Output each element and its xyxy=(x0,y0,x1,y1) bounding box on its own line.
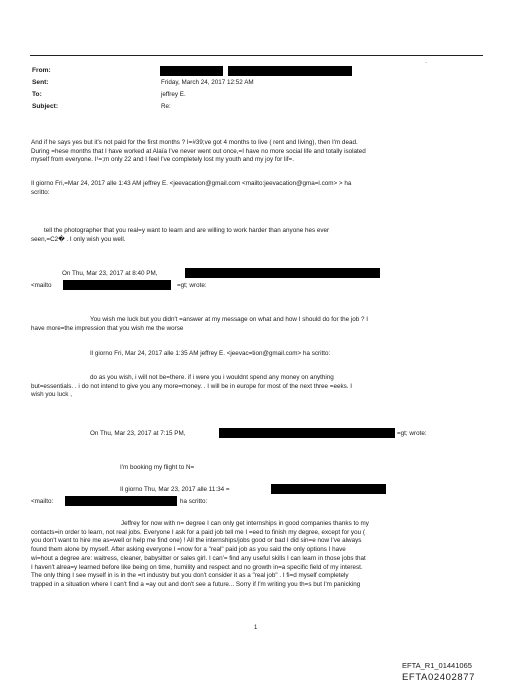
body-line: tell the photographer that you real=y want to learn and are willing to work harder than anyone hes ever xyxy=(44,227,330,234)
quote-on-line-2: On Thu, Mar 23, 2017 at 7:15 PM, xyxy=(90,430,186,437)
quote-mailto-1: <mailto xyxy=(31,282,52,289)
reply-header-2: Il giorno Fri, Mar 24, 2017 alle 1:35 AM jeffrey E. <jeevac=tion@gmail.com> ha scritto: xyxy=(90,350,331,357)
quoted-message-3 xyxy=(31,374,352,400)
quoted-message-2 xyxy=(31,316,368,333)
from-redaction-1 xyxy=(160,66,223,76)
subject-label: Subject: xyxy=(32,103,59,110)
reply-header-3: Il giorno Thu, Mar 23, 2017 alle 11:34 = xyxy=(120,486,230,493)
reply-header-1 xyxy=(31,180,351,197)
body-line: Jeffrey for now with n= degree I can only get internships in good companies thanks to my xyxy=(121,520,369,527)
quoted-message-1 xyxy=(31,227,329,244)
quote-scritto: ha scritto: xyxy=(180,498,208,505)
bates-number-2: EFTA02402877 xyxy=(402,672,476,683)
body-line: The only thing I see myself in is in the =rt industry but you don't consider it as a "real job" . I fi=d myself completely xyxy=(31,572,349,580)
body-line: have more=the impression that you wish me the worse xyxy=(31,324,184,332)
to-label: To: xyxy=(32,91,42,98)
quoted-message-4: I'm booking my flight to N= xyxy=(120,464,195,471)
quote-redaction-2 xyxy=(63,280,171,290)
body-line: trapped in a situation where I can't find a =ay out and don't see a future... Sorry if I'm writing you th=s but I'm panicking xyxy=(31,580,361,588)
quote-wrote-1: =gt; wrote: xyxy=(177,282,207,289)
body-line: found them alone by myself. After asking everyone I =now for a "real" paid job as you said the only options I have xyxy=(31,546,346,554)
body-line: During =hese months that I have worked at Alaïa I've never went out once,=I have no more social life and totally isolated xyxy=(31,147,366,155)
body-line: contacts=in order to learn, not real jobs. Everyone I ask for a paid job tell me I =eed to finish my degree, except for you ( xyxy=(31,528,365,536)
bates-number-1: EFTA_R1_01441065 xyxy=(402,661,472,670)
body-line: but=essentials. . i do not intend to give you any more=money. . I will be in europe for most of the next three =eeks. I xyxy=(31,382,353,390)
quote-mailto-2: <mailto: xyxy=(31,498,54,505)
from-redaction-2 xyxy=(228,66,352,76)
quote-redaction-3 xyxy=(219,428,395,438)
body-line: myself from everyone. I¹=;m only 22 and I feel I've completely lost my youth and my joy for lif=. xyxy=(31,156,294,164)
body-line: scritto: xyxy=(31,188,50,196)
sent-value: Friday, March 24, 2017 12:52 AM xyxy=(161,79,254,86)
body-line: you don't want to hire me as=well or help me find one) ! All the internships/jobs good or bad I did sin=e now I've always xyxy=(31,537,362,545)
body-line: seen,=C2� . I only wish you well. xyxy=(31,235,126,243)
body-line: wish you luck , xyxy=(31,391,72,399)
body-line: You wish me luck but you didn't =answer at my message on what and how I should do for the job ? I xyxy=(90,316,369,323)
body-paragraph-1 xyxy=(31,139,366,165)
to-value: jeffrey E. xyxy=(161,91,186,98)
page-number: 1 xyxy=(254,625,258,631)
quote-on-line-1: On Thu, Mar 23, 2017 at 8:40 PM, xyxy=(62,270,158,277)
header-top-rule xyxy=(30,55,483,56)
from-label: From: xyxy=(32,67,51,74)
body-line: do as you wish, i will not be=there. if i were you i wouldnt spend any money on anything xyxy=(90,374,334,381)
body-line: And if he says yes but it's not paid for the first months ? I=#39;ve got 4 months to live ( rent and living), then I'm dead. xyxy=(31,139,358,146)
subject-value: Re: xyxy=(161,103,171,110)
body-line: I haven't alrea=y learned before like being on time, humility and respect and no growth in=a specific field of my interest. xyxy=(31,563,363,571)
quoted-message-5 xyxy=(31,520,369,590)
quote-redaction-1 xyxy=(185,268,380,278)
body-line: Il giorno Fri,=Mar 24, 2017 alle 1:43 AM jeffrey E. <jeevacation@gmail.com <mailto:jeevacation@gma=l.com> > ha xyxy=(31,180,352,187)
quote-redaction-5 xyxy=(65,496,177,506)
quote-wrote-2: =gt; wrote: xyxy=(397,430,427,437)
quote-redaction-4 xyxy=(271,484,386,494)
body-line: wi=hout a degree are: waitress, cleaner, babysitter or sales girl. I can'= find any useful skills I can learn in those jobs that xyxy=(31,554,366,562)
corner-mark: · xyxy=(425,60,427,66)
sent-label: Sent: xyxy=(32,79,49,86)
